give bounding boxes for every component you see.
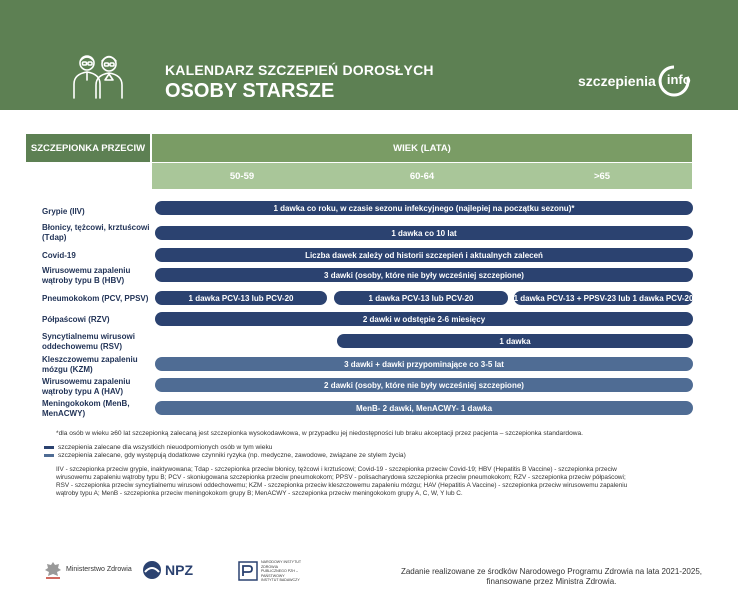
bar-pneumokoki-65-plus: 1 dawka PCV-13 + PPSV-23 lub 1 dawka PCV-20 [514,291,693,305]
age-group-row [152,163,692,189]
row-label-grypa: Grypie (IIV) [42,207,85,216]
row-label-rsv: Syncytialnemu wirusowi oddechowemu (RSV) [42,332,135,351]
funding-line2: finansowane przez Ministra Zdrowia. [486,577,617,586]
bar-hbv: 3 dawki (osoby, które nie były wcześniej szczepione) [155,268,693,282]
footnote: *dla osób w wieku ≥60 lat szczepionką zalecaną jest szczepionka wysokodawkowa, w przypadku jej niedostępności lub braku akceptacji przez pacjenta – szczepionka standardowa. [56,430,584,437]
legend-text-recommended: szczepienia zalecane dla wszystkich nieuodpornionych osób w tym wieku [58,444,273,451]
header-banner [0,0,738,110]
legend-swatch-dark [44,446,54,449]
legend-item-risk [44,452,406,459]
column-header-age: WIEK (LATA) [152,134,692,162]
bar-tdap: 1 dawka co 10 lat [155,226,693,240]
row-label-tdap: Błonicy, tężcowi, krztuścowi (Tdap) [42,223,150,242]
ministry-name: Ministerstwo Zdrowia [66,566,132,573]
row-label-men: Meningokokom (MenB, MenACWY) [42,399,130,418]
page-title-line1: KALENDARZ SZCZEPIEŃ DOROSŁYCH [165,62,434,78]
info-logo-icon [657,64,691,98]
legend-item-recommended [44,444,272,451]
eagle-emblem-icon [44,560,62,580]
bar-pneumokoki-50-59: 1 dawka PCV-13 lub PCV-20 [155,291,327,305]
bar-kzm: 3 dawki + dawki przypominające co 3-5 lat [155,357,693,371]
brand-logo [578,64,691,98]
age-group-60-64: 60-64 [409,170,435,182]
brand-text: szczepienia [578,73,656,89]
bar-rzv: 2 dawki w odstępie 2-6 miesięcy [155,312,693,326]
elderly-couple-icon [70,50,126,100]
row-label-rzv: Półpaścowi (RZV) [42,315,110,324]
row-label-pneumokoki: Pneumokokom (PCV, PPSV) [42,294,149,303]
bar-men: MenB- 2 dawki, MenACWY- 1 dawka [155,401,693,415]
legend-text-risk: szczepienia zalecane, gdy występują dodatkowe czynniki ryzyka (np. medyczne, zawodowe, związane ze stylem życia) [58,452,406,459]
bar-covid: Liczba dawek zależy od historii szczepień i aktualnych zaleceń [155,248,693,262]
funding-line1: Zadanie realizowane ze środków Narodowego Programu Zdrowia na lata 2021-2025, [400,567,702,576]
age-group-65-plus: >65 [593,170,611,182]
row-label-hbv: Wirusowemu zapaleniu wątroby typu B (HBV) [42,266,131,285]
row-label-hav: Wirusowemu zapaleniu wątroby typu A (HAV) [42,377,131,396]
npz-logo [142,560,193,580]
npz-emblem-icon [142,560,162,580]
funding-note [401,567,702,587]
row-label-kzm: Kleszczowemu zapaleniu mózgu (KZM) [42,355,138,374]
column-header-vaccine: SZCZEPIONKA PRZECIW [26,134,150,162]
pzh-logo [238,560,301,583]
legend-swatch-light [44,454,54,457]
bar-rsv: 1 dawka [337,334,693,348]
npz-text: NPZ [165,562,193,578]
pzh-emblem-icon [238,561,258,581]
row-label-covid: Covid-19 [42,251,76,260]
bar-pneumokoki-60-64: 1 dawka PCV-13 lub PCV-20 [334,291,508,305]
page-title-line2: OSOBY STARSZE [165,80,335,102]
age-group-50-59: 50-59 [229,170,255,182]
bar-hav: 2 dawki (osoby, które nie były wcześniej szczepione) [155,378,693,392]
ministry-logo [44,560,132,580]
brand-info: info [666,72,691,87]
abbreviations-text: IIV - szczepionka przeciw grypie, inaktywowana; Tdap - szczepionka przeciw błonicy, tężcowi i krztuścowi; Covid-19 - szczepionka przeciw Covid-19; HBV (Hepatitis B Vaccine) - szczepionka przeciw wirusowemu zapaleniu wątroby typu B; PCV - skoniugowana szczepionka przeciw pneumokokom; PPSV - polisacharydowa szczepionka przeciw pneumokokom; RZV - szczepionka przeciw półpaścowi; RSV - szczepionka przeciw syncytialnemu wirusowi oddechowemu; KZM - szczepionka przeciw kleszczowemu zapaleniu mózgu; HAV (Hepatitis A Vaccine) - szczepionka przeciw wirusowemu zapaleniu wątroby typu A; MenB - szczepionka przeciw meningokokom grupy B; MenACWY - szczepionka przeciw meningokokom grupy A, C, W, Y lub C. [56,466,628,497]
pzh-text: NARODOWY INSTYTUT ZDROWIA PUBLICZNEGO PZH – PAŃSTWOWY INSTYTUT BADAWCZY [261,560,301,582]
bar-grypa: 1 dawka co roku, w czasie sezonu infekcyjnego (najlepiej na początku sezonu)* [155,201,693,215]
